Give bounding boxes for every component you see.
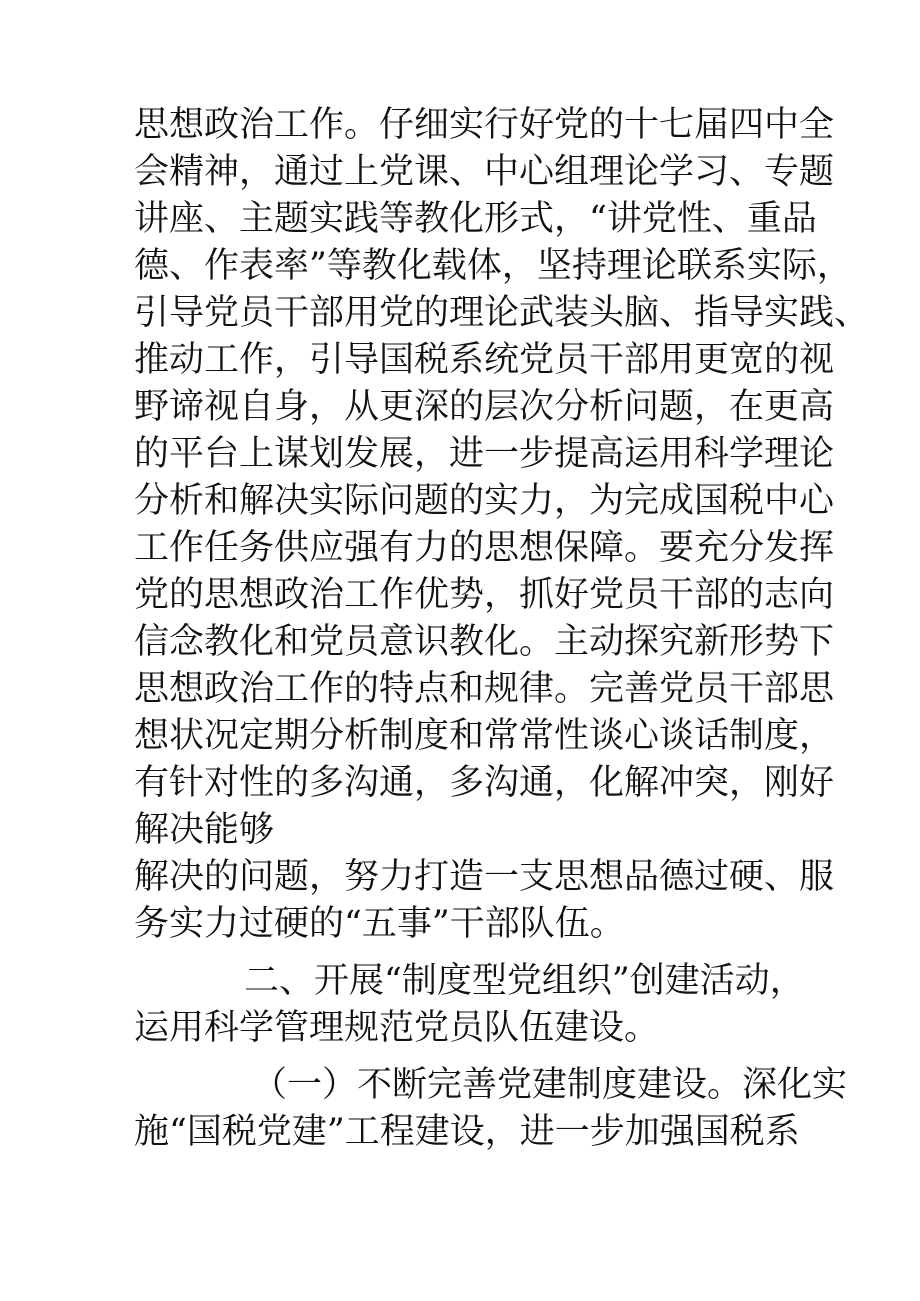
subsection-heading-line: （一）不断完善党建制度建设。深化实	[252, 1065, 848, 1105]
text-line: 工作任务供应强有力的思想保障。要充分发挥	[134, 528, 835, 568]
text-line: 思想政治工作的特点和规律。完善党员干部思	[134, 669, 835, 709]
text-line: 思想政治工作。仔细实行好党的十七届四中全	[134, 105, 835, 145]
text-line: 解决能够	[134, 810, 275, 850]
text-line: 分析和解决实际问题的实力，为完成国税中心	[134, 481, 835, 521]
text-line: 信念教化和党员意识教化。主动探究新形势下	[134, 622, 835, 662]
text-line: 党的思想政治工作优势，抓好党员干部的志向	[134, 575, 835, 615]
text-line: 想状况定期分析制度和常常性谈心谈话制度，	[134, 716, 835, 756]
text-line: 推动工作，引导国税系统党员干部用更宽的视	[134, 340, 835, 380]
text-line: 运用科学管理规范党员队伍建设。	[134, 1008, 660, 1048]
text-line: 务实力过硬的“五事”干部队伍。	[134, 904, 625, 944]
text-line: 解决的问题，努力打造一支思想品德过硬、服	[134, 857, 835, 897]
text-line: 引导党员干部用党的理论武装头脑、指导实践、	[134, 293, 870, 333]
text-line: 有针对性的多沟通，多沟通，化解冲突，刚好	[134, 763, 835, 803]
text-line: 的平台上谋划发展，进一步提高运用科学理论	[134, 434, 835, 474]
body-text	[134, 102, 870, 1156]
text-line: 德、作表率”等教化载体，坚持理论联系实际，	[134, 246, 852, 286]
text-line: 施“国税党建”工程建设，进一步加强国税系	[134, 1112, 800, 1152]
section-heading-line: 二、开展“制度型党组织”创建活动，	[244, 961, 805, 1001]
text-line: 野谛视自身，从更深的层次分析问题，在更高	[134, 387, 835, 427]
text-line: 讲座、主题实践等教化形式，“讲党性、重品	[134, 199, 817, 239]
text-line: 会精神，通过上党课、中心组理论学习、专题	[134, 152, 835, 192]
